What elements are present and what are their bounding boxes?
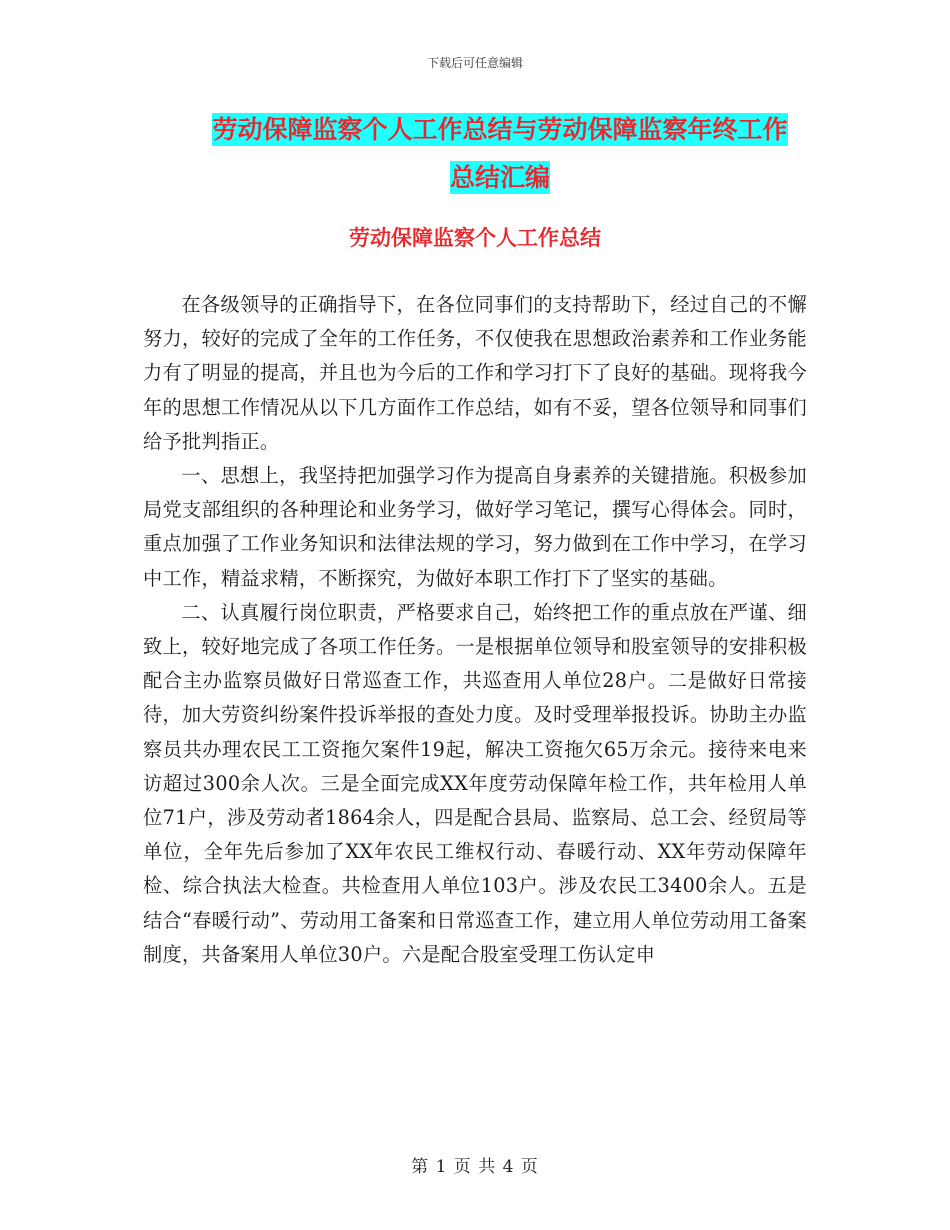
- page-header-note: 下载后可任意编辑: [426, 56, 523, 70]
- paragraph-intro: 在各级领导的正确指导下，在各位同事们的支持帮助下，经过自己的不懈努力，较好的完成了全年的工作任务，不仅使我在思想政治素养和工作业务能力有了明显的提高，并且也为今后的工作和学习打下了良好的基础。现将我今年的思想工作情况从以下几方面作工作总结，如有不妥，望各位领导和同事们给予批判指正。: [143, 293, 807, 453]
- document-title: [150, 106, 850, 202]
- section-title: 劳动保障监察个人工作总结: [349, 226, 601, 250]
- document-body: [143, 288, 807, 972]
- paragraph-ideology: 一、思想上，我坚持把加强学习作为提高自身素养的关键措施。积极参加局党支部组织的各种理论和业务学习，做好学习笔记，撰写心得体会。同时，重点加强了工作业务知识和法律法规的学习，努力做到在工作中学习，在学习中工作，精益求精，不断探究，为做好本职工作打下了坚实的基础。: [143, 464, 807, 590]
- page-footer: 第 1 页 共 4 页: [411, 1157, 539, 1177]
- paragraph-duties: 二、认真履行岗位职责，严格要求自己，始终把工作的重点放在严谨、细致上，较好地完成了各项工作任务。一是根据单位领导和股室领导的安排积极配合主办监察员做好日常巡查工作，共巡查用人单位28户。二是做好日常接待，加大劳资纠纷案件投诉举报的查处力度。及时受理举报投诉。协助主办监察员共办理农民工工资拖欠案件19起，解决工资拖欠65万余元。接待来电来访超过300余人次。三是全面完成XX年度劳动保障年检工作，共年检用人单位71户，涉及劳动者1864余人，四是配合县局、监察局、总工会、经贸局等单位，全年先后参加了XX年农民工维权行动、春暖行动、XX年劳动保障年检、综合执法大检查。共检查用人单位103户。涉及农民工3400余人。五是结合“春暖行动”、劳动用工备案和日常巡查工作，建立用人单位劳动用工备案制度，共备案用人单位30户。六是配合股室受理工伤认定申: [143, 600, 807, 966]
- document-title-line-1: 劳动保障监察个人工作总结与劳动保障监察年终工作: [212, 115, 788, 144]
- document-title-line-2: 总结汇编: [449, 163, 550, 192]
